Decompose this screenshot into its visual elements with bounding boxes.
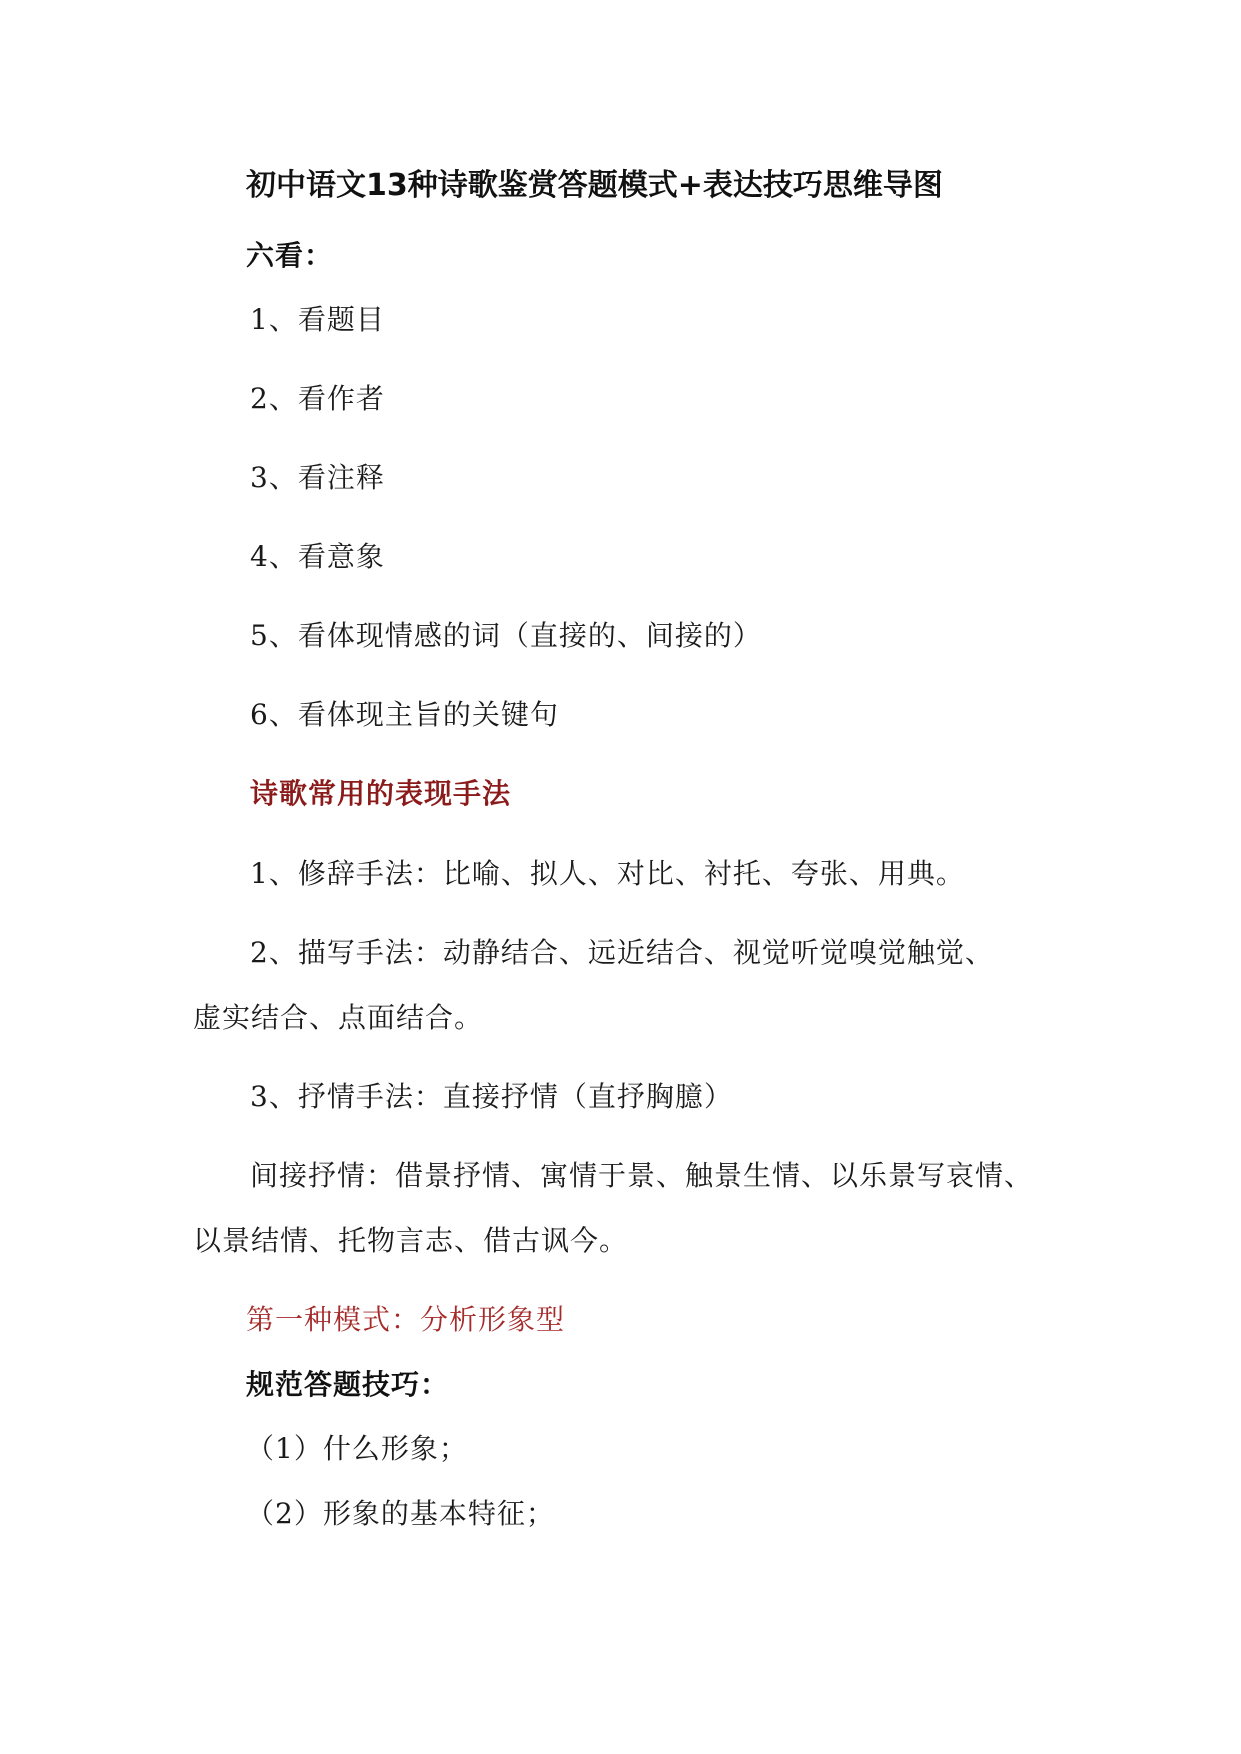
rhetoric-paragraph: 1、修辞手法：比喻、拟人、对比、衬托、夸张、用典。 xyxy=(250,857,965,890)
mode-one-heading: 第一种模式：分析形象型 xyxy=(246,1303,566,1336)
six-look-item: 6、看体现主旨的关键句 xyxy=(250,698,559,731)
six-look-item: 3、看注释 xyxy=(250,461,385,494)
description-paragraph-line2: 虚实结合、点面结合。 xyxy=(193,1001,484,1034)
document-title: 初中语文13种诗歌鉴赏答题模式+表达技巧思维导图 xyxy=(246,168,943,203)
indirect-lyric-line2: 以景结情、托物言志、借古讽今。 xyxy=(193,1224,629,1257)
indirect-lyric-line1: 间接抒情：借景抒情、寓情于景、触景生情、以乐景写哀情、 xyxy=(250,1159,1034,1192)
six-look-item: 1、看题目 xyxy=(250,303,385,336)
description-paragraph-line1: 2、描写手法：动静结合、远近结合、视觉听觉嗅觉触觉、 xyxy=(250,936,994,969)
six-look-heading: 六看： xyxy=(246,239,334,272)
six-look-item: 5、看体现情感的词（直接的、间接的） xyxy=(250,619,762,652)
answer-step: （1）什么形象； xyxy=(246,1432,468,1465)
answer-step: （2）形象的基本特征； xyxy=(246,1497,555,1530)
six-look-item: 2、看作者 xyxy=(250,382,385,415)
lyric-paragraph: 3、抒情手法：直接抒情（直抒胸臆） xyxy=(250,1080,733,1113)
six-look-item: 4、看意象 xyxy=(250,540,385,573)
techniques-heading: 诗歌常用的表现手法 xyxy=(250,777,512,810)
answer-skills-heading: 规范答题技巧： xyxy=(246,1368,450,1401)
